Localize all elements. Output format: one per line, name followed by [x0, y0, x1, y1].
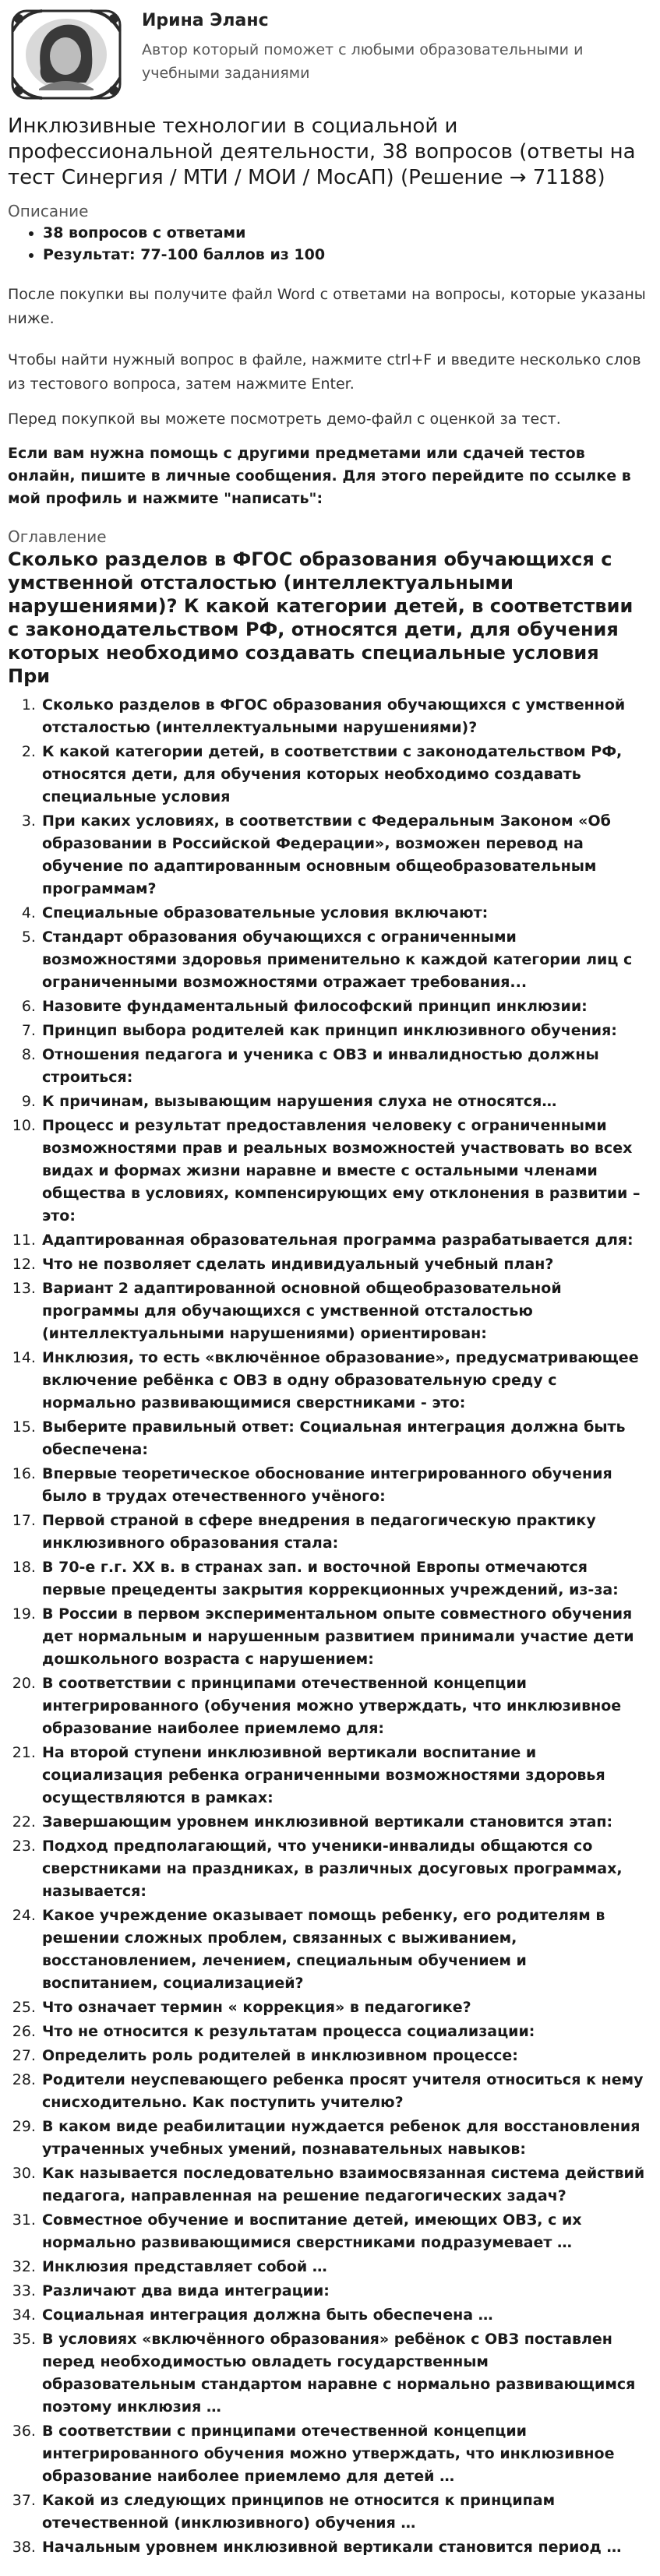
- question-item: 17. Первой страной в сфере внедрения в педагогическую практику инклюзивного образования стала:: [41, 1510, 646, 1555]
- question-item: 6. Назовите фундаментальный философский принцип инклюзии:: [41, 996, 646, 1018]
- avatar[interactable]: [8, 8, 125, 101]
- question-item: 19. В России в первом экспериментальном опыте совместного обучения дет нормальным и нарушенным развитием принимали участие дети дошкольного возраста с нарушением:: [41, 1603, 646, 1671]
- question-item: 22. Завершающим уровнем инклюзивной вертикали становится этап:: [41, 1811, 646, 1834]
- toc-label: Оглавление: [8, 527, 107, 546]
- question-item: 12. Что не позволяет сделать индивидуальный учебный план?: [41, 1253, 646, 1276]
- question-item: 35. В условиях «включённого образования» ребёнок с ОВЗ поставлен перед необходимостью овладеть государственным образовательным стандартом наравне с нормально развивающимся поэтому инклюзия …: [41, 2328, 646, 2419]
- question-item: 34. Социальная интеграция должна быть обеспечена …: [41, 2304, 646, 2327]
- question-item: 32. Инклюзия представляет собой …: [41, 2256, 646, 2278]
- question-item: 20. В соответствии с принципами отечественной концепции интегрированного (обучения можно утверждать, что инклюзивное образование наиболее приемлемо для:: [41, 1672, 646, 1740]
- question-item: 2. К какой категории детей, в соответствии с законодательством РФ, относятся дети, для обучения которых необходимо создавать специальные условия: [41, 741, 646, 809]
- summary-item: • 38 вопросов с ответами: [43, 222, 660, 244]
- paragraph-demo: Перед покупкой вы можете посмотреть демо-файл с оценкой за тест.: [8, 411, 561, 428]
- author-description: Автор который поможет с любыми образовательными и учебными заданиями: [142, 41, 584, 82]
- summary-item: • Результат: 77-100 баллов из 100: [43, 244, 660, 266]
- paragraph-contact: Если вам нужна помощь с другими предметами или сдачей тестов онлайн, пишите в личные сообщения. Для этого перейдите по ссылке в мой профиль и нажмите "написать":: [8, 445, 631, 507]
- question-item: 5. Стандарт образования обучающихся с ограниченными возможностями здоровья применительно к каждой категории лиц с ограниченными возможностями отражает требования...: [41, 926, 646, 994]
- question-item: 4. Специальные образовательные условия включают:: [41, 902, 646, 925]
- question-item: 11. Адаптированная образовательная программа разрабатывается для:: [41, 1229, 646, 1252]
- question-item: 25. Что означает термин « коррекция» в педагогике?: [41, 1996, 646, 2019]
- summary-list: [0, 222, 660, 266]
- question-item: 10. Процесс и результат предоставления человеку с ограниченными возможностями прав и реальных возможностей участвовать во всех видах и формах жизни наравне и вместе с остальными членами общества в условиях, компенсирующих ему отклонения в развитии – это:: [41, 1115, 646, 1228]
- question-item: 13. Вариант 2 адаптированной основной общеобразовательной программы для обучающихся с умственной отсталостью (интеллектуальными нарушениями) ориентирован:: [41, 1277, 646, 1345]
- question-item: 36. В соответствии с принципами отечественной концепции интегрированного обучения можно утверждать, что инклюзивное образование наиболее приемлемо для детей …: [41, 2420, 646, 2488]
- questions-list: [0, 694, 660, 2559]
- question-item: 18. В 70-е г.г. XX в. в странах зап. и восточной Европы отмечаются первые прецеденты закрытия коррекционных учреждений, из-за:: [41, 1556, 646, 1602]
- question-item: 16. Впервые теоретическое обоснование интегрированного обучения было в трудах отечественного учёного:: [41, 1463, 646, 1508]
- question-item: 1. Сколько разделов в ФГОС образования обучающихся с умственной отсталостью (интеллектуальными нарушениями)?: [41, 694, 646, 739]
- author-name[interactable]: Ирина Эланс: [142, 11, 269, 30]
- question-item: 37. Какой из следующих принципов не относится к принципам отечественной (инклюзивного) обучения …: [41, 2490, 646, 2535]
- toc-heading: Сколько разделов в ФГОС образования обучающихся с умственной отсталостью (интеллектуальными нарушениями)? К какой категории детей, в соответствии с законодательством РФ, относятся дети, для обучения которых необходимо создавать специальные условия При: [8, 548, 634, 687]
- question-item: 27. Определить роль родителей в инклюзивном процессе:: [41, 2045, 646, 2067]
- question-item: 30. Как называется последовательно взаимосвязанная система действий педагога, направленная на решение педагогических задач?: [41, 2162, 646, 2208]
- question-item: 8. Отношения педагога и ученика с ОВЗ и инвалидностью должны строиться:: [41, 1044, 646, 1089]
- description-label: Описание: [8, 202, 89, 220]
- question-item: 38. Начальным уровнем инклюзивной вертикали становится период …: [41, 2536, 646, 2559]
- question-item: 29. В каком виде реабилитации нуждается ребенок для восстановления утраченных учебных умений, познавательных навыков:: [41, 2116, 646, 2161]
- paragraph-purchase: После покупки вы получите файл Word с ответами на вопросы, которые указаны ниже.: [8, 286, 646, 327]
- question-item: 26. Что не относится к результатам процесса социализации:: [41, 2021, 646, 2043]
- question-item: 33. Различают два вида интеграции:: [41, 2280, 646, 2303]
- question-item: 3. При каких условиях, в соответствии с Федеральным Законом «Об образовании в Российской Федерации», возможен перевод на обучение по адаптированным основным общеобразовательным программам?: [41, 810, 646, 900]
- question-item: 24. Какое учреждение оказывает помощь ребенку, его родителям в решении сложных проблем, связанных с выживанием, восстановлением, лечением, специальным обучением и воспитанием, социализацией?: [41, 1905, 646, 1995]
- question-item: 31. Совместное обучение и воспитание детей, имеющих ОВЗ, с их нормально развивающимися сверстниками подразумевает …: [41, 2209, 646, 2254]
- paragraph-search-hint: Чтобы найти нужный вопрос в файле, нажмите ctrl+F и введите несколько слов из тестового вопроса, затем нажмите Enter.: [8, 351, 641, 393]
- question-item: 23. Подход предполагающий, что ученики-инвалиды общаются со сверстниками на праздниках, в различных досуговых программах, называется:: [41, 1835, 646, 1903]
- question-item: 9. К причинам, вызывающим нарушения слуха не относятся…: [41, 1091, 646, 1113]
- author-info: [142, 8, 609, 85]
- author-card: [0, 0, 660, 101]
- question-item: 28. Родители неуспевающего ребенка просят учителя относиться к нему снисходительно. Как поступить учителю?: [41, 2069, 646, 2114]
- page-title: Инклюзивные технологии в социальной и профессиональной деятельности, 38 вопросов (ответы на тест Синергия / МТИ / МОИ / МосАП) (Решение → 71188): [8, 115, 636, 189]
- question-item: 7. Принцип выбора родителей как принцип инклюзивного обучения:: [41, 1020, 646, 1042]
- question-item: 15. Выберите правильный ответ: Социальная интеграция должна быть обеспечена:: [41, 1416, 646, 1461]
- question-item: 14. Инклюзия, то есть «включённое образование», предусматривающее включение ребёнка с ОВЗ в одну образовательную среду с нормально развивающимися сверстниками - это:: [41, 1347, 646, 1415]
- avatar-image: [8, 8, 125, 101]
- question-item: 21. На второй ступени инклюзивной вертикали воспитание и социализация ребенка ограниченными возможностями здоровья осуществляются в рамках:: [41, 1742, 646, 1810]
